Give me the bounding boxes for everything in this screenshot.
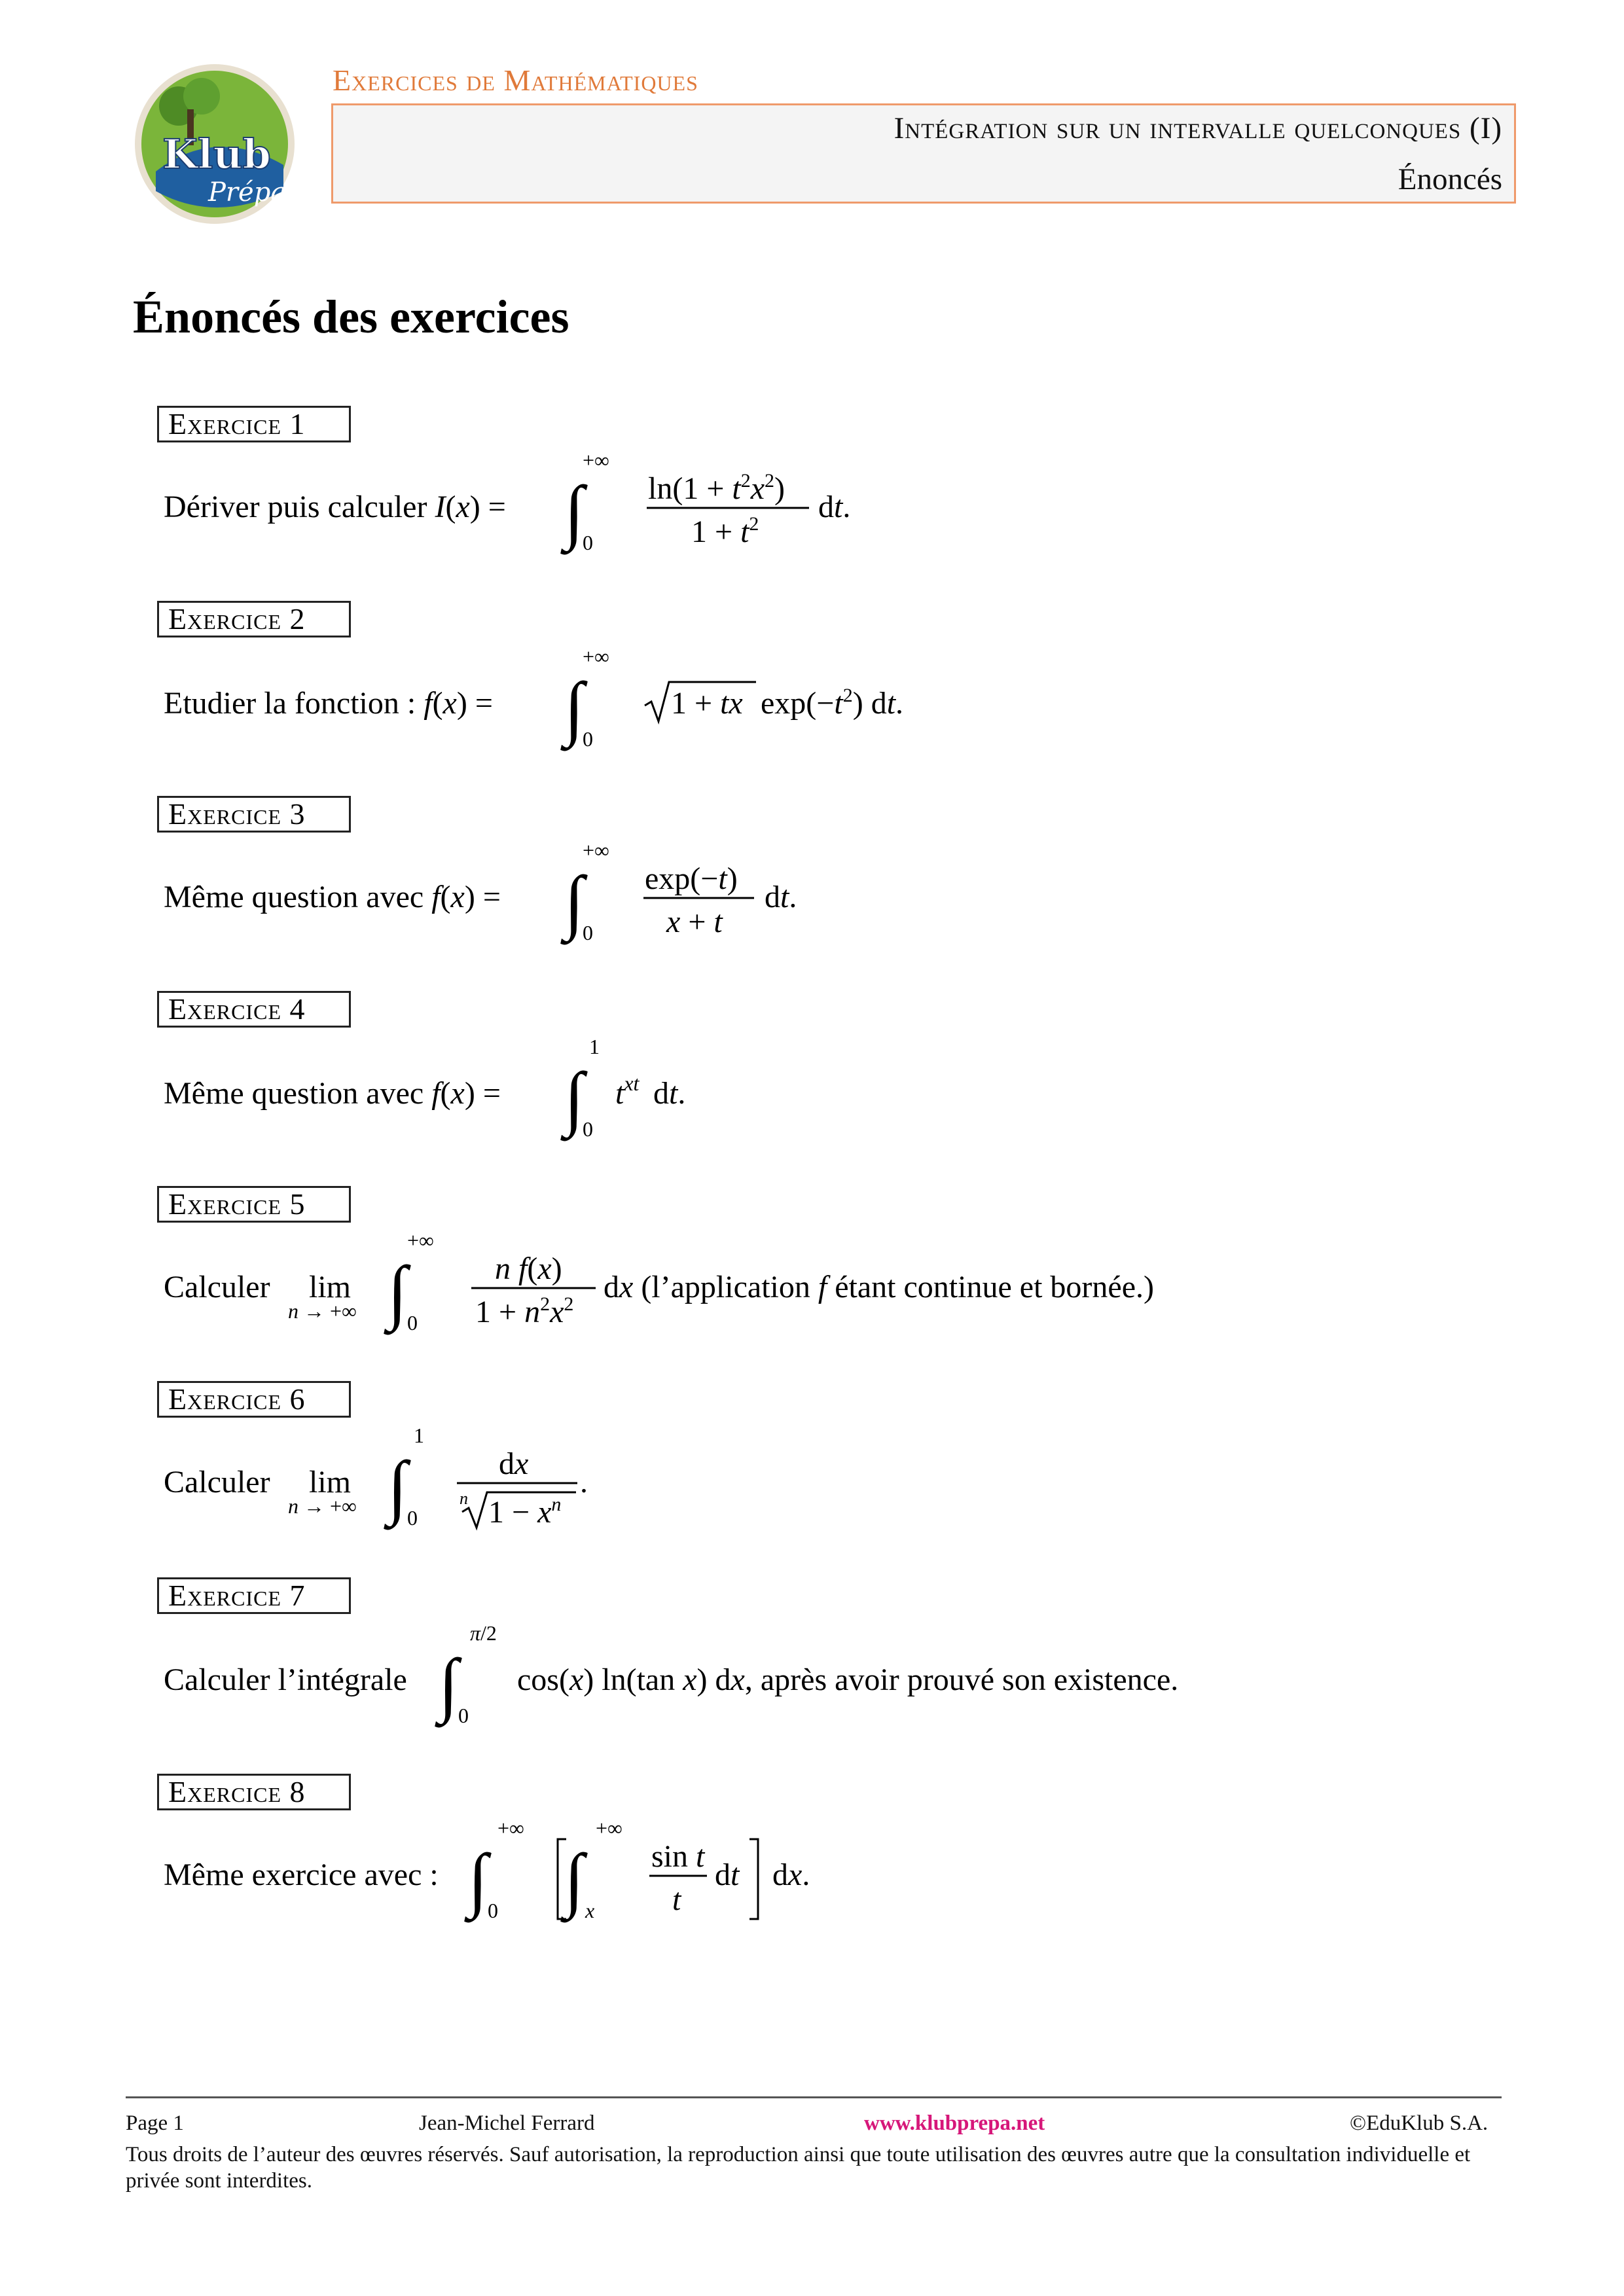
svg-text:Même exercice avec :: Même exercice avec : xyxy=(164,1857,439,1892)
exercise-7-label: Exercice 7 xyxy=(157,1577,351,1614)
svg-text:+∞: +∞ xyxy=(583,842,609,862)
svg-text:+∞: +∞ xyxy=(407,1232,434,1252)
svg-text:Prépa: Prépa xyxy=(208,177,287,207)
exercise-3-statement xyxy=(164,842,1473,973)
exercise-8-statement xyxy=(164,1820,1473,1950)
svg-text:Klub: Klub xyxy=(162,130,271,178)
svg-text:dx.: dx. xyxy=(772,1857,810,1892)
svg-text:dt.: dt. xyxy=(765,880,797,914)
svg-text:dt: dt xyxy=(715,1857,740,1892)
footer-url-link[interactable]: www.klubprepa.net xyxy=(864,2111,1045,2135)
svg-text:lim: lim xyxy=(309,1465,352,1499)
svg-text:Etudier la fonction : f(x) =: Etudier la fonction : f(x) = xyxy=(164,686,493,721)
svg-text:n → +∞: n → +∞ xyxy=(288,1494,357,1518)
svg-text:n → +∞: n → +∞ xyxy=(288,1299,357,1323)
exercise-6-label: Exercice 6 xyxy=(157,1381,351,1418)
svg-text:1: 1 xyxy=(414,1427,424,1447)
svg-text:π/2: π/2 xyxy=(470,1623,497,1645)
svg-text:0: 0 xyxy=(583,1117,593,1141)
svg-text:ln(1 + t2x2): $\ln(1 + t^2x^2)$ xyxy=(648,470,785,506)
svg-text:0: 0 xyxy=(583,921,593,944)
footer-page: Page 1 xyxy=(126,2111,184,2135)
svg-text:+∞: +∞ xyxy=(497,1820,524,1840)
svg-text:1 − xn: $1 - x^n$ xyxy=(488,1494,562,1530)
footer-rule xyxy=(126,2096,1502,2098)
svg-text:sin t: sin t xyxy=(651,1839,705,1874)
svg-text:x: x xyxy=(585,1899,595,1922)
header-subtitle: Énoncés xyxy=(1398,162,1502,196)
svg-text:Calculer: Calculer xyxy=(164,1465,270,1499)
svg-text:dt.: dt. xyxy=(818,490,851,524)
svg-text:txt: $t^{xt}$ xyxy=(615,1071,640,1111)
footer-copyright: ©EduKlub S.A. xyxy=(1350,2111,1489,2135)
exercise-2-statement xyxy=(164,648,1473,779)
svg-text:0: 0 xyxy=(583,727,593,751)
svg-text:Calculer: Calculer xyxy=(164,1270,270,1304)
exercise-5-label: Exercice 5 xyxy=(157,1186,351,1223)
exercise-1-label: Exercice 1 xyxy=(157,406,351,442)
footer-author: Jean-Michel Ferrard xyxy=(419,2111,595,2135)
header-title: Intégration sur un intervalle quelconques (I) xyxy=(893,111,1502,145)
svg-text:∫: ∫ xyxy=(564,471,585,551)
svg-text:∫: ∫ xyxy=(388,1446,408,1526)
svg-text:∫: ∫ xyxy=(564,861,585,941)
svg-text:0: 0 xyxy=(407,1506,418,1530)
svg-text:1 + n2x2: $1 + n^2x^2$ xyxy=(475,1293,574,1329)
svg-text:dx (l’application f étant cont: dx (l’application f étant continue et bornée.) xyxy=(604,1270,1154,1304)
svg-text:1 + tx: 1 + tx xyxy=(671,686,743,721)
svg-text:dt.: dt. xyxy=(653,1076,686,1111)
svg-text:n f(x): n f(x) xyxy=(495,1251,562,1286)
svg-text:∫: ∫ xyxy=(439,1644,459,1724)
klub-prepa-logo xyxy=(117,60,313,227)
svg-text:x + t: x + t xyxy=(666,905,723,939)
svg-text:t: t xyxy=(672,1882,681,1917)
exercise-5-statement xyxy=(164,1232,1473,1363)
svg-text:.: . xyxy=(580,1465,588,1499)
svg-text:Même question avec f(x) =: Même question avec f(x) = xyxy=(164,1076,501,1111)
svg-text:0: 0 xyxy=(583,531,593,554)
svg-text:cos(x) ln(tan x) dx, après avo: cos(x) ln(tan x) dx, après avoir prouvé son existence. xyxy=(517,1662,1179,1697)
svg-text:∫: ∫ xyxy=(468,1839,488,1919)
svg-text:+∞: +∞ xyxy=(596,1820,623,1840)
exercise-1-statement xyxy=(164,452,1473,583)
svg-text:exp(−t2) dt.: $\exp(-t^2)$ dt. xyxy=(761,685,904,721)
svg-text:∫: ∫ xyxy=(388,1251,408,1331)
svg-text:0: 0 xyxy=(407,1311,418,1335)
svg-text:dx: dx xyxy=(499,1446,529,1481)
svg-text:Même question avec f(x) =: Même question avec f(x) = xyxy=(164,880,501,914)
svg-text:n: n xyxy=(460,1489,468,1508)
svg-text:+∞: +∞ xyxy=(583,648,609,668)
svg-text:exp(−t): exp(−t) xyxy=(645,861,738,896)
svg-text:+∞: +∞ xyxy=(583,452,609,472)
exercise-7-statement xyxy=(164,1623,1473,1754)
svg-text:Dériver puis calculer I(x) =: Dériver puis calculer I(x) = xyxy=(164,490,506,524)
svg-text:Calculer l’intégrale: Calculer l’intégrale xyxy=(164,1662,407,1697)
exercise-2-label: Exercice 2 xyxy=(157,601,351,637)
svg-text:∫: ∫ xyxy=(564,1058,585,1138)
exercise-3-label: Exercice 3 xyxy=(157,796,351,833)
exercise-4-label: Exercice 4 xyxy=(157,991,351,1028)
svg-text:0: 0 xyxy=(458,1704,469,1727)
exercise-4-statement xyxy=(164,1038,1473,1169)
section-title: Énoncés des exercices xyxy=(133,291,569,343)
svg-text:0: 0 xyxy=(488,1899,498,1922)
svg-text:lim: lim xyxy=(309,1270,352,1304)
svg-text:∫: ∫ xyxy=(564,1839,585,1919)
svg-text:1: 1 xyxy=(589,1038,600,1058)
footer-notice: Tous droits de l’auteur des œuvres réservés. Sauf autorisation, la reproduction ainsi que toute utilisation des œuvres autre que la consultation individuelle et privée sont interdites. xyxy=(126,2143,1471,2193)
header-series: Exercices de Mathématiques xyxy=(333,63,698,97)
header-box xyxy=(331,103,1516,204)
exercise-8-label: Exercice 8 xyxy=(157,1774,351,1810)
exercise-6-statement xyxy=(164,1427,1473,1558)
svg-text:1 + t2: $1 + t^2$ xyxy=(691,513,759,549)
svg-text:∫: ∫ xyxy=(564,668,585,747)
